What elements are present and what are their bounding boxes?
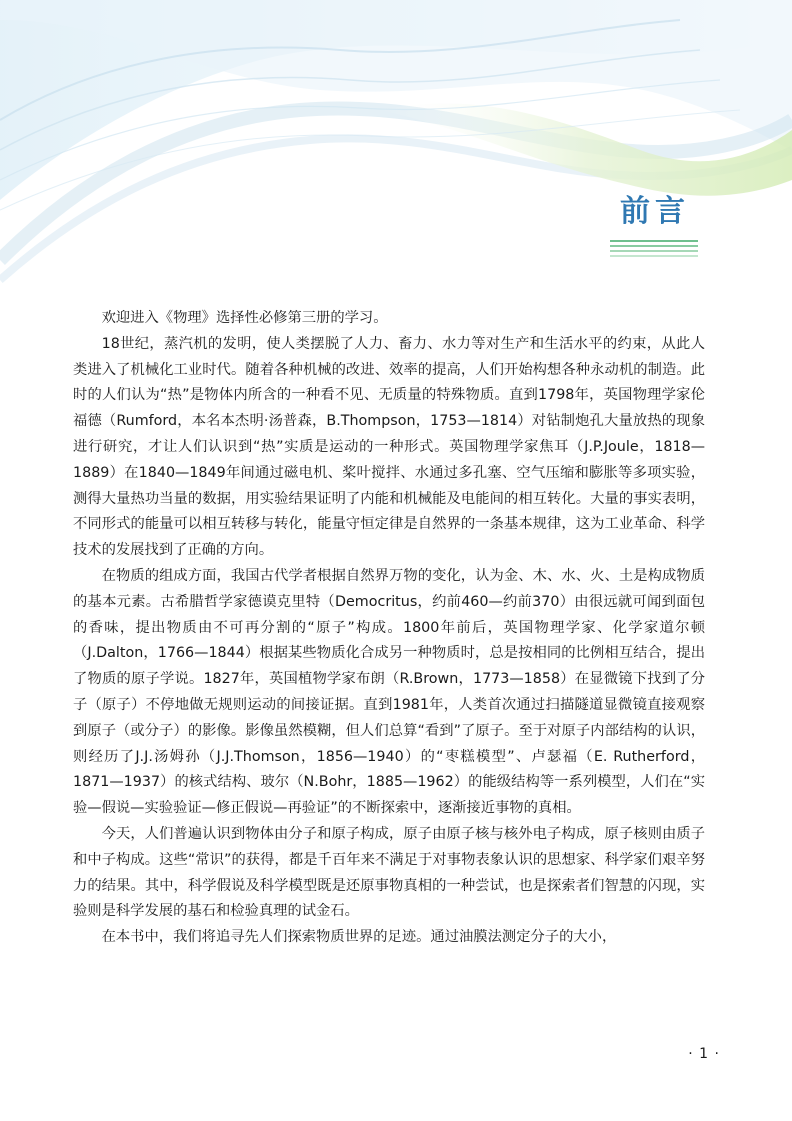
paragraph-energy-history: 18世纪，蒸汽机的发明，使人类摆脱了人力、畜力、水力等对生产和生活水平的约束，从此人类进入了机械化工业时代。随着各种机械的改进、效率的提高，人们开始构想各种永动机的制造。此时的人们认为“热”是物体内所含的一种看不见、无质量的特殊物质。直到1798年，英国物理学家伦福德（Rumford，本名本杰明·汤普森，B.Thompson，1753—1814）对钻制炮孔大量放热的现象进行研究，才让人们认识到“热”实质是运动的一种形式。英国物理学家焦耳（J.P.Joule，1818—1889）在1840—1849年间通过磁电机、桨叶搅拌、水通过多孔塞、空气压缩和膨胀等多项实验，测得大量热功当量的数据，用实验结果证明了内能和机械能及电能间的相互转化。大量的事实表明，不同形式的能量可以相互转移与转化，能量守恒定律是自然界的一条基本规律，这为工业革命、科学技术的发展找到了正确的方向。 <box>73 335 705 559</box>
page-number: · 1 · <box>688 1046 720 1062</box>
page-title: 前言 <box>620 194 690 229</box>
preface-body <box>73 306 705 951</box>
underline-stripe <box>610 245 698 247</box>
underline-stripe <box>610 250 698 252</box>
paragraph-book-intro: 在本书中，我们将追寻先人们探索物质世界的足迹。通过油膜法测定分子的大小， <box>101 929 617 946</box>
paragraph-matter-structure: 在物质的组成方面，我国古代学者根据自然界万物的变化，认为金、木、水、火、土是构成物质的基本元素。古希腊哲学家德谟克里特（Democritus，约前460—约前370）由很远就可闻到面包的香味，提出物质由不可再分割的“原子”构成。1800年前后，英国物理学家、化学家道尔顿（J.Dalton，1766—1844）根据某些物质化合成另一种物质时，总是按相同的比例相互结合，提出了物质的原子学说。1827年，英国植物学家布朗（R.Brown，1773—1858）在显微镜下找到了分子（原子）不停地做无规则运动的间接证据。直到1981年，人类首次通过扫描隧道显微镜直接观察到原子（或分子）的影像。影像虽然模糊，但人们总算“看到”了原子。至于对原子内部结构的认识，则经历了J.J.汤姆孙（J.J.Thomson，1856—1940）的“枣糕模型”、卢瑟福（E. Rutherford，1871—1937）的核式结构、玻尔（N.Bohr，1885—1962）的能级结构等一系列模型，人们在“实验—假说—实验验证—修正假说—再验证”的不断探索中，逐渐接近事物的真相。 <box>73 567 705 817</box>
paragraph-modern-understanding: 今天，人们普遍认识到物体由分子和原子构成，原子由原子核与核外电子构成，原子核则由质子和中子构成。这些“常识”的获得，都是千百年来不满足于对事物表象认识的思想家、科学家们艰辛努力的结果。其中，科学假说及科学模型既是还原事物真相的一种尝试，也是探索者们智慧的闪现，实验则是科学发展的基石和检验真理的试金石。 <box>73 825 705 920</box>
underline-stripe <box>610 255 698 257</box>
underline-stripe <box>610 240 698 242</box>
title-underline-decoration <box>610 240 698 260</box>
paragraph-welcome: 欢迎进入《物理》选择性必修第三册的学习。 <box>101 310 388 326</box>
